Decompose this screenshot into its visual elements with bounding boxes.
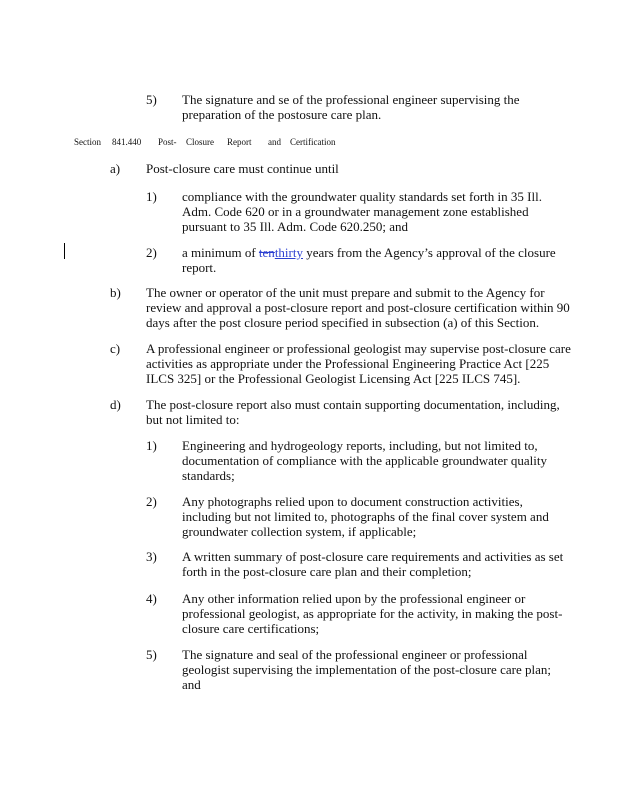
- inserted-text: thirty: [274, 245, 303, 260]
- item-text-line: [182, 245, 592, 260]
- item-number: 1): [146, 438, 157, 453]
- item-text-line: Any photographs relied upon to document construction activities,: [182, 494, 523, 509]
- item-number: 2): [146, 245, 157, 260]
- item-number: 3): [146, 549, 157, 564]
- item-text-line: report.: [182, 260, 217, 275]
- revision-change-bar: [64, 243, 65, 259]
- item-text-line: The signature and seal of the professional engineer or professional: [182, 647, 528, 662]
- subsection-letter: b): [110, 285, 121, 300]
- item-text-line: documentation of compliance with the applicable groundwater quality: [182, 453, 547, 468]
- subsection-text-line: review and approval a post-closure report and post-closure certification within 90: [146, 300, 570, 315]
- section-title-word: Report: [227, 137, 252, 147]
- section-number: 841.440: [112, 137, 142, 147]
- item-text-line: groundwater collection system, if applicable;: [182, 524, 417, 539]
- item-text-line: closure care certifications;: [182, 621, 320, 636]
- item-text-line: A written summary of post-closure care requirements and activities as set: [182, 549, 564, 564]
- subsection-text-line: ILCS 325] or the Professional Geologist Licensing Act [225 ILCS 745].: [146, 371, 521, 386]
- subsection-letter: c): [110, 341, 121, 356]
- section-title-word: Post-: [158, 137, 177, 147]
- item-number: 5): [146, 92, 157, 107]
- item-text-line: Adm. Code 620 or in a groundwater management zone established: [182, 204, 529, 219]
- item-text-line: standards;: [182, 468, 235, 483]
- item-text-line: including but not limited to, photographs of the final cover system and: [182, 509, 549, 524]
- text-segment: a minimum of: [182, 245, 259, 260]
- subsection-text-line: days after the post closure period specified in subsection (a) of this Section.: [146, 315, 540, 330]
- section-title-word: and: [268, 137, 281, 147]
- section-title-word: Closure: [186, 137, 214, 147]
- subsection-letter: d): [110, 397, 121, 412]
- item-number: 5): [146, 647, 157, 662]
- item-number: 4): [146, 591, 157, 606]
- item-text-line: professional geologist, as appropriate for the activity, in making the post-: [182, 606, 563, 621]
- item-text-line: compliance with the groundwater quality standards set forth in 35 Ill.: [182, 189, 542, 204]
- item-number: 2): [146, 494, 157, 509]
- item-text-line: Any other information relied upon by the professional engineer or: [182, 591, 526, 606]
- section-label: Section: [74, 137, 101, 147]
- item-number: 1): [146, 189, 157, 204]
- item-text-line: The signature and se of the professional engineer supervising the: [182, 92, 520, 107]
- subsection-text-line: The post-closure report also must contain supporting documentation, including,: [146, 397, 560, 412]
- subsection-text-line: A professional engineer or professional geologist may supervise post-closure care: [146, 341, 571, 356]
- subsection-text-line: activities as appropriate under the Professional Engineering Practice Act [225: [146, 356, 550, 371]
- subsection-text: Post-closure care must continue until: [146, 161, 339, 176]
- item-text-line: geologist supervising the implementation of the post-closure care plan;: [182, 662, 551, 677]
- subsection-text-line: The owner or operator of the unit must prepare and submit to the Agency for: [146, 285, 545, 300]
- item-text-line: pursuant to 35 Ill. Adm. Code 620.250; and: [182, 219, 409, 234]
- deleted-text: ten: [258, 245, 275, 260]
- section-title-word: Certification: [290, 137, 336, 147]
- item-text-line: forth in the post-closure care plan and their completion;: [182, 564, 472, 579]
- item-text-line: preparation of the postosure care plan.: [182, 107, 382, 122]
- item-text-line: Engineering and hydrogeology reports, including, but not limited to,: [182, 438, 538, 453]
- item-text-line: and: [182, 677, 201, 692]
- subsection-text-line: but not limited to:: [146, 412, 240, 427]
- text-segment: years from the Agency’s approval of the closure: [302, 245, 556, 260]
- subsection-letter: a): [110, 161, 121, 176]
